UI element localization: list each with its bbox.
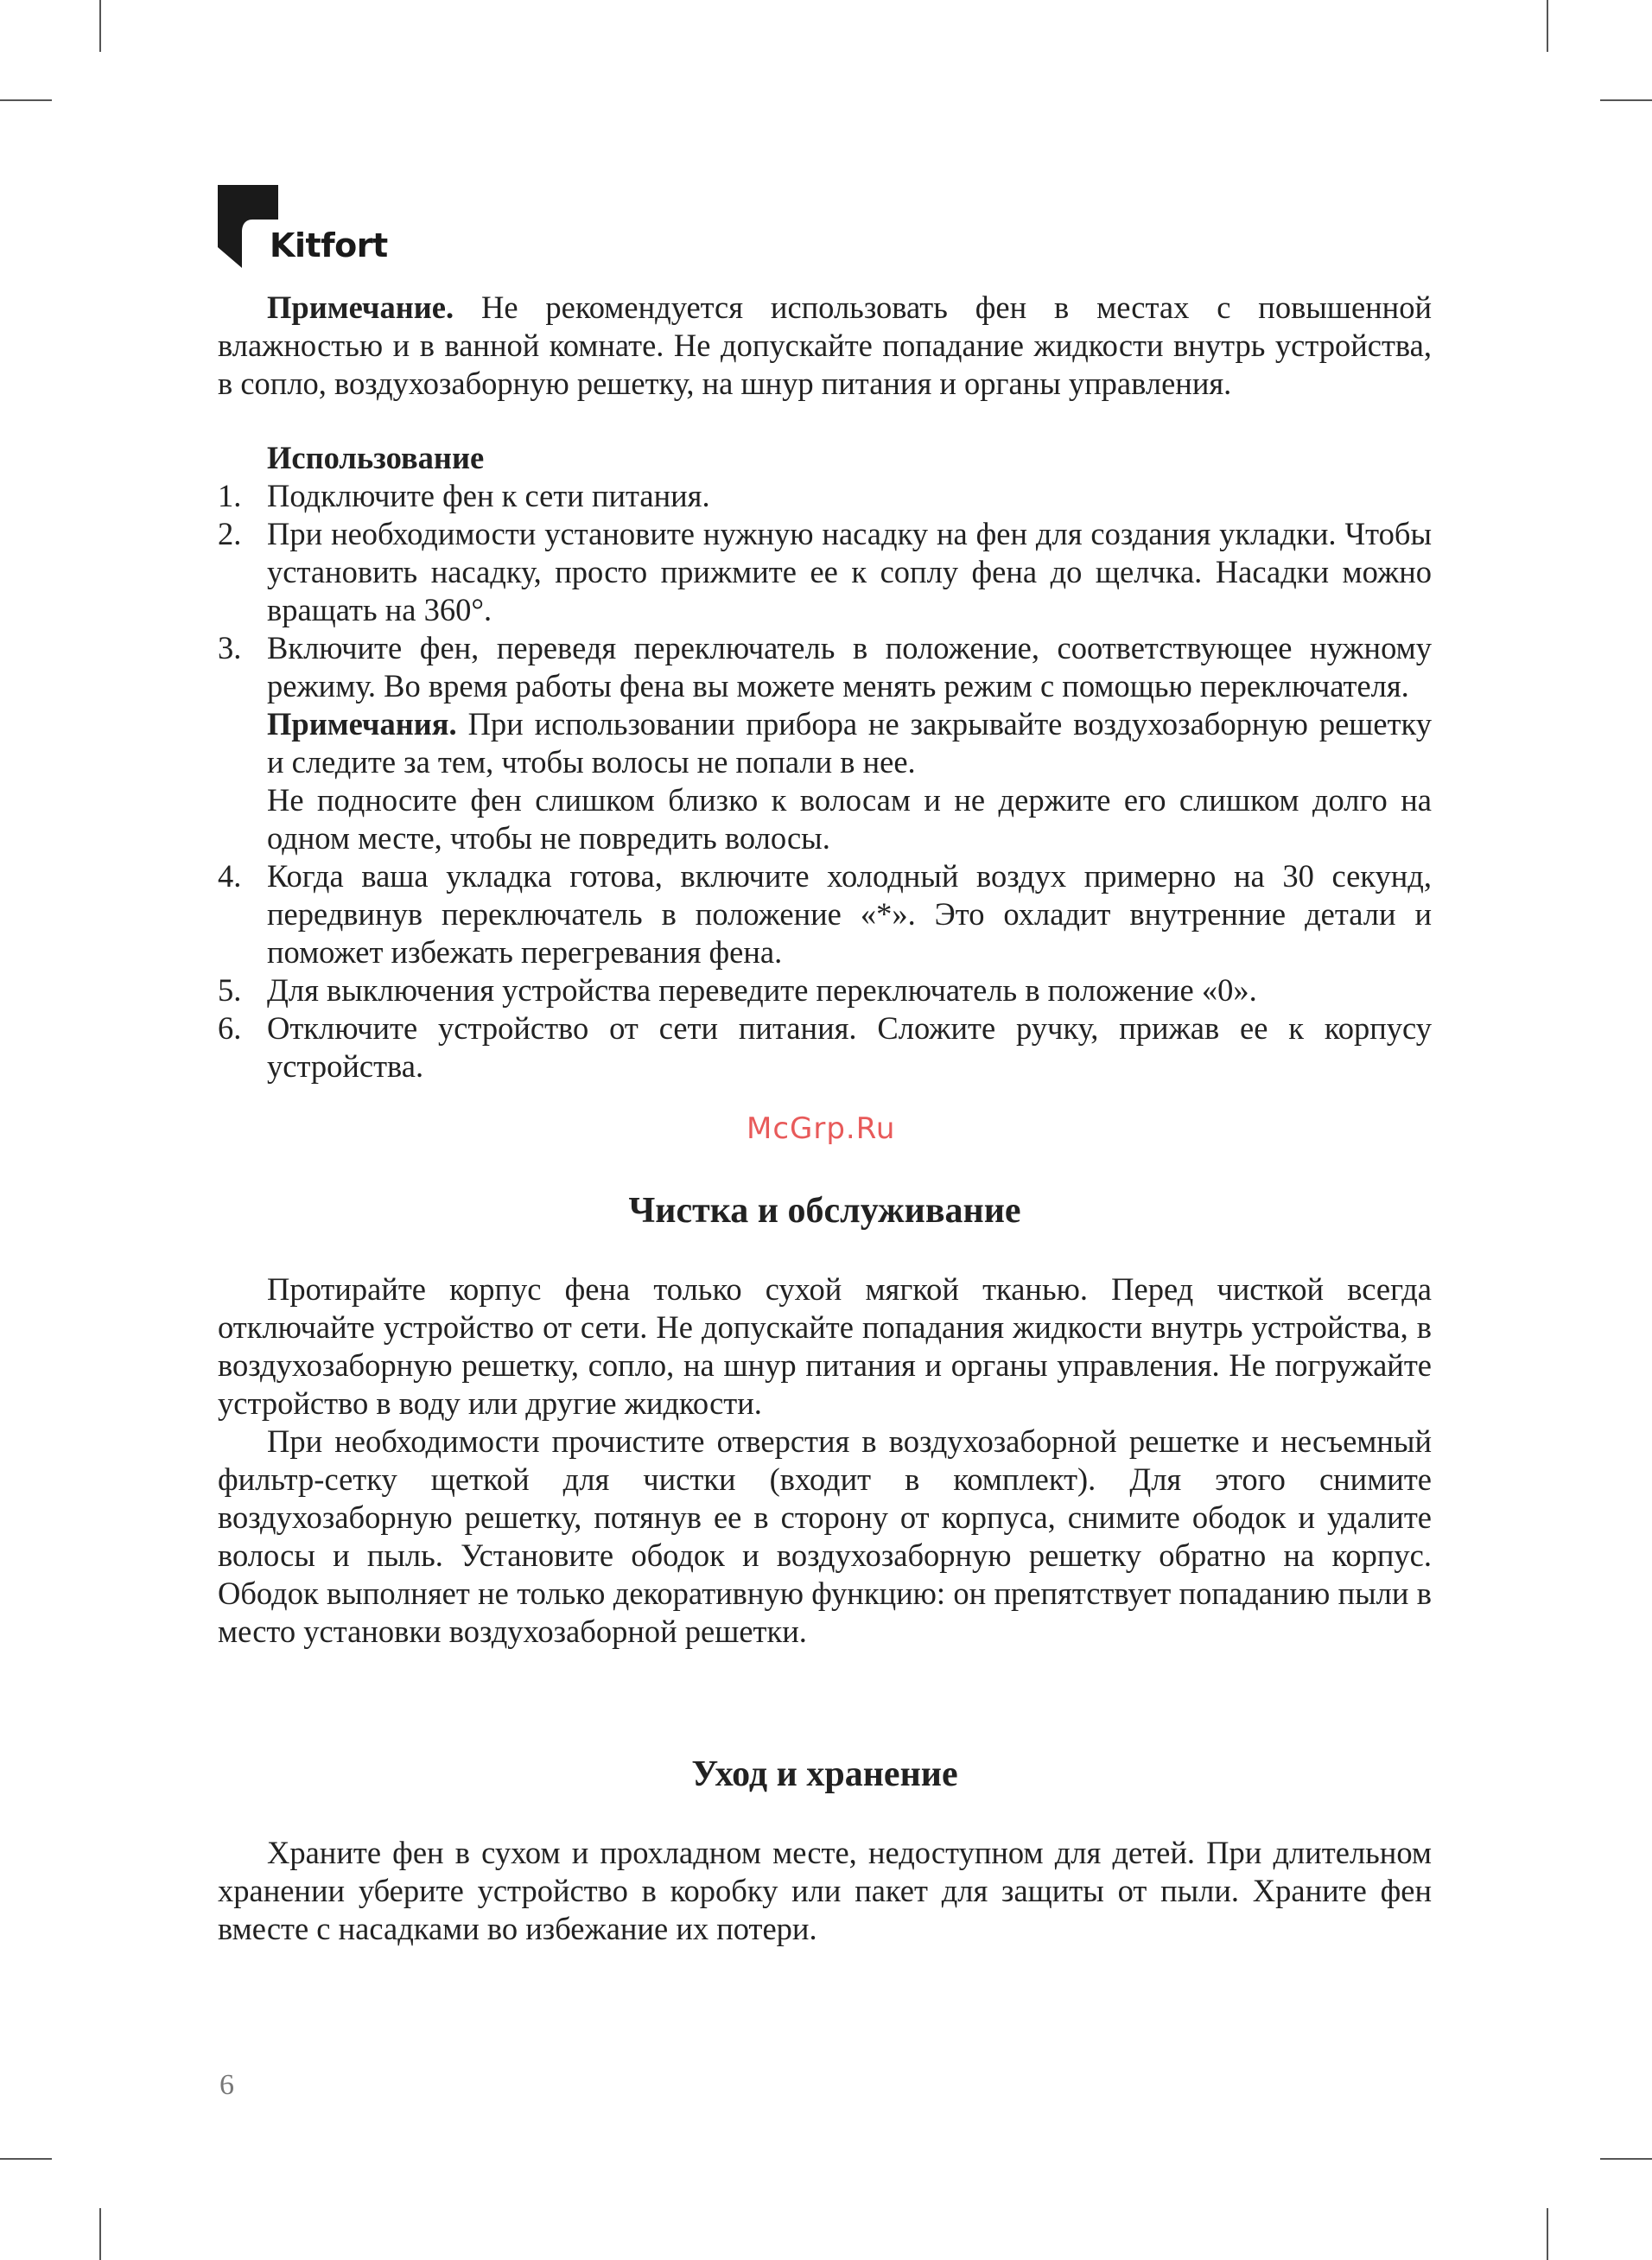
- crop-mark: [1547, 0, 1548, 52]
- storage-title: Уход и хранение: [691, 1754, 958, 1794]
- list-item: [218, 477, 1432, 515]
- page-number: 6: [219, 2069, 234, 2101]
- step-note-text: При использовании прибора не закрывайте воздухозаборную решетку и следите за тем, чтобы волосы не попали в нее.: [267, 706, 1432, 780]
- watermark: McGrp.Ru: [747, 1111, 896, 1146]
- step-number: 1.: [218, 478, 242, 513]
- step-text: Отключите устройство от сети питания. Сложите ручку, прижав ее к корпусу устройства.: [267, 1010, 1432, 1084]
- crop-mark: [0, 2158, 52, 2160]
- step-number: 2.: [218, 516, 242, 551]
- cleaning-title: Чистка и обслуживание: [628, 1191, 1021, 1231]
- brand-logo: [218, 185, 391, 271]
- step-note-label: Примечания.: [267, 706, 457, 742]
- crop-mark: [1600, 99, 1652, 101]
- list-item: [218, 857, 1432, 971]
- cleaning-paragraph-2: При необходимости прочистите отверстия в воздухозаборной решетке и несъемный фильтр-сетку щеткой для чистки (входит в комплект). Для этого снимите воздухозаборную решетку, потянув ее в сторону от корпуса, снимите ободок и удалите волосы и пыль. Установите ободок и воздухозаборную решетку обратно на корпус. Ободок выполняет не только декоративную функцию: он препятствует попаданию пыли в место установки воздухозаборной решетки.: [218, 1423, 1432, 1649]
- note-text: Не рекомендуется использовать фен в местах с повышенной влажностью и в ванной комнате. Не допускайте попадание жидкости внутрь устройства, в сопло, воздухозаборную решетку, на шнур питания и органы управления.: [218, 290, 1432, 401]
- step-number: 4.: [218, 858, 242, 894]
- crop-mark: [1600, 2158, 1652, 2160]
- list-item: [218, 1009, 1432, 1085]
- step-text: При необходимости установите нужную насадку на фен для создания укладки. Чтобы установить насадку, просто прижмите ее к соплу фена до щелчка. Насадки можно вращать на 360°.: [267, 516, 1432, 627]
- list-item: [218, 515, 1432, 629]
- usage-title: Использование: [267, 440, 485, 475]
- step-text: Когда ваша укладка готова, включите холодный воздух примерно на 30 секунд, передвинув переключатель в положение «*». Это охладит внутренние детали и поможет избежать перегревания фена.: [267, 858, 1432, 970]
- step-number: 6.: [218, 1010, 242, 1046]
- crop-mark: [99, 0, 101, 52]
- brand-name: Kitfort: [270, 226, 388, 264]
- crop-mark: [1547, 2208, 1548, 2260]
- step-text: Для выключения устройства переведите переключатель в положение «0».: [267, 972, 1257, 1008]
- note-label: Примечание.: [267, 290, 454, 325]
- step-number: 5.: [218, 972, 242, 1008]
- note-paragraph: [218, 289, 1432, 403]
- crop-mark: [99, 2208, 101, 2260]
- cleaning-paragraph-1: Протирайте корпус фена только сухой мягкой тканью. Перед чисткой всегда отключайте устройство от сети. Не допускайте попадания жидкости внутрь устройства, в воздухозаборную решетку, сопло, на шнур питания и органы управления. Не погружайте устройство в воду или другие жидкости.: [218, 1271, 1432, 1421]
- crop-mark: [0, 99, 52, 101]
- list-item: [218, 971, 1432, 1009]
- step-text: Подключите фен к сети питания.: [267, 478, 710, 513]
- usage-steps: [218, 477, 1432, 1085]
- list-item: [218, 629, 1432, 857]
- storage-paragraph: Храните фен в сухом и прохладном месте, недоступном для детей. При длительном хранении уберите устройство в коробку или пакет для защиты от пыли. Храните фен вместе с насадками во избежание их потери.: [218, 1835, 1432, 1946]
- step-number: 3.: [218, 630, 242, 665]
- step-note-text-2: Не подносите фен слишком близко к волосам и не держите его слишком долго на одном месте, чтобы не повредить волосы.: [267, 782, 1432, 856]
- step-text: Включите фен, переведя переключатель в положение, соответствующее нужному режиму. Во время работы фена вы можете менять режим с помощью переключателя.: [267, 630, 1432, 703]
